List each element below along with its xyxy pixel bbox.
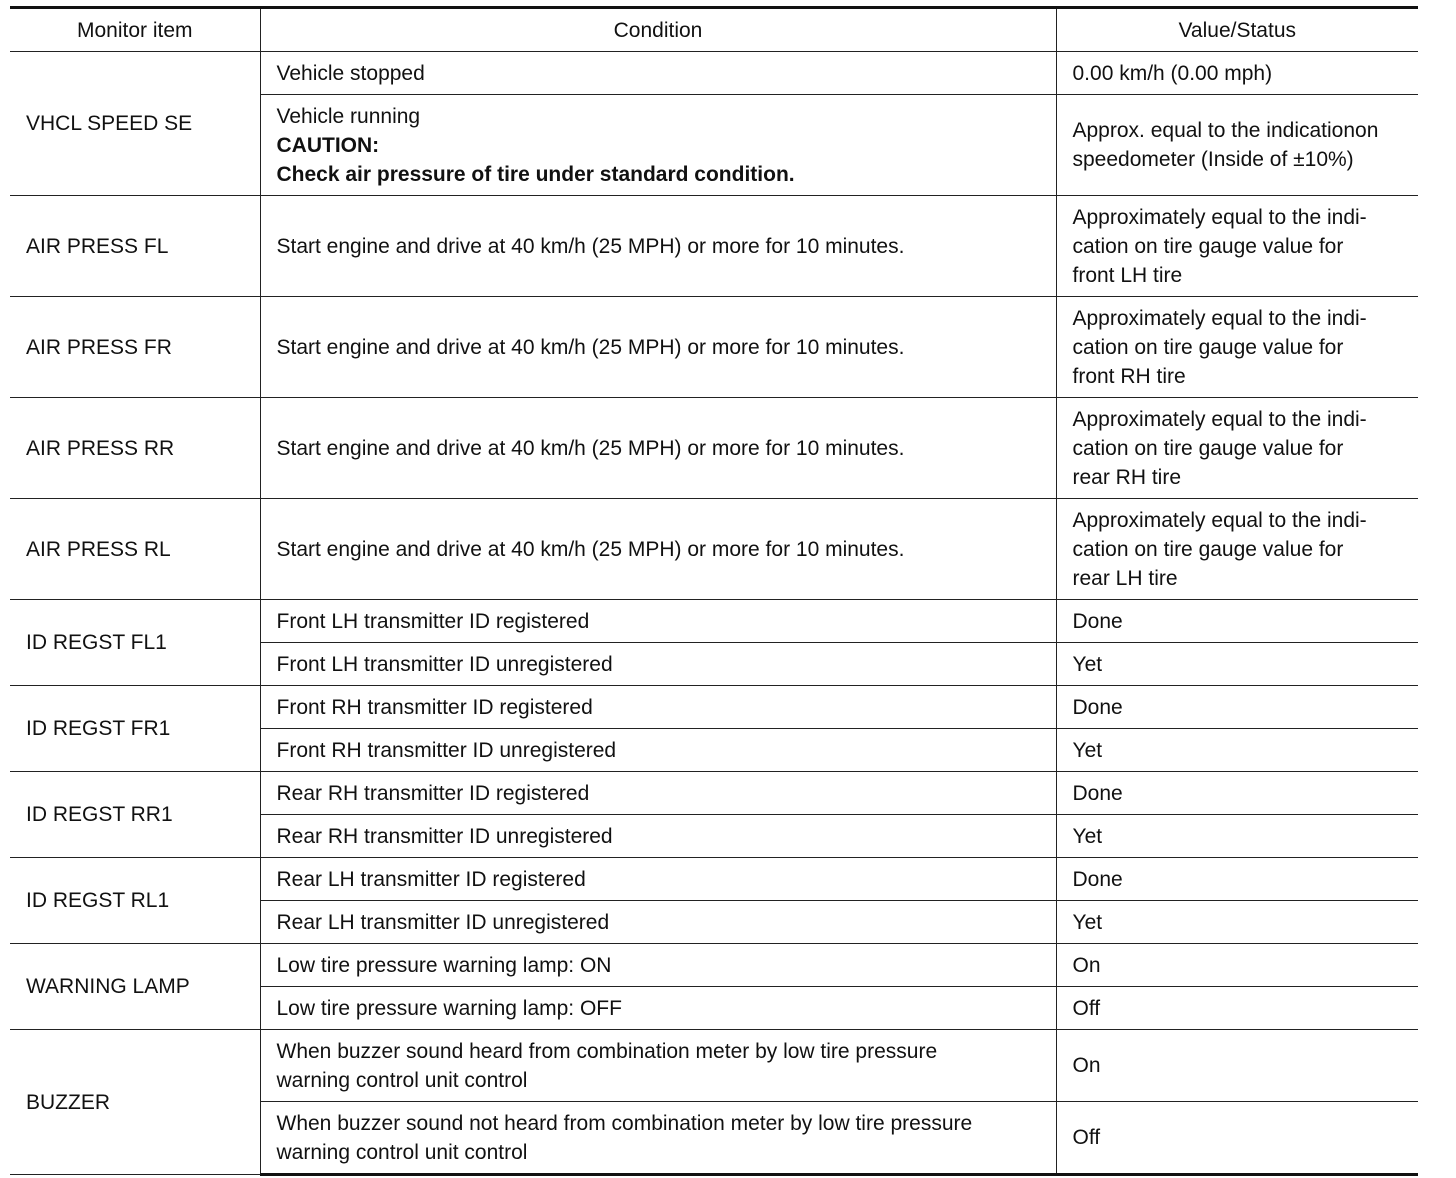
value-line: front RH tire	[1072, 364, 1186, 388]
value-line: Approximately equal to the indi-	[1072, 205, 1367, 229]
value-cell: Yet	[1056, 815, 1418, 858]
table-row	[10, 499, 1418, 600]
value-line: rear RH tire	[1072, 465, 1182, 489]
table-row	[10, 944, 1418, 987]
value-cell: On	[1056, 1030, 1418, 1102]
value-cell: Off	[1056, 1102, 1418, 1175]
value-line: cation on tire gauge value for	[1072, 537, 1344, 561]
condition-cell: Rear RH transmitter ID unregistered	[260, 815, 1056, 858]
value-cell: Done	[1056, 686, 1418, 729]
condition-line: When buzzer sound heard from combination meter by low tire pressure	[276, 1039, 938, 1063]
table-row	[10, 1030, 1418, 1102]
value-cell: Yet	[1056, 643, 1418, 686]
table-row	[10, 686, 1418, 729]
monitor-item-air-press-rr: AIR PRESS RR	[10, 398, 260, 499]
monitor-item-id-regst-rr1: ID REGST RR1	[10, 772, 260, 858]
monitor-item-id-regst-fl1: ID REGST FL1	[10, 600, 260, 686]
condition-cell: Rear RH transmitter ID registered	[260, 772, 1056, 815]
condition-cell: Rear LH transmitter ID unregistered	[260, 901, 1056, 944]
value-line: front LH tire	[1072, 263, 1183, 287]
table-row	[10, 600, 1418, 643]
header-row	[10, 8, 1418, 52]
value-cell: On	[1056, 944, 1418, 987]
condition-cell: Low tire pressure warning lamp: OFF	[260, 987, 1056, 1030]
monitor-item-air-press-fr: AIR PRESS FR	[10, 297, 260, 398]
condition-cell: Front LH transmitter ID unregistered	[260, 643, 1056, 686]
value-cell: Done	[1056, 858, 1418, 901]
monitor-item-id-regst-rl1: ID REGST RL1	[10, 858, 260, 944]
value-line: speedometer (Inside of ±10%)	[1072, 148, 1354, 171]
table-row	[10, 196, 1418, 297]
value-cell: Done	[1056, 600, 1418, 643]
condition-cell: Start engine and drive at 40 km/h (25 MPH) or more for 10 minutes.	[260, 297, 1056, 398]
header-monitor-item: Monitor item	[10, 8, 260, 52]
value-cell	[1056, 398, 1418, 499]
monitor-item-vhcl-speed: VHCL SPEED SE	[10, 52, 260, 196]
condition-text: Vehicle running	[276, 104, 421, 128]
monitor-item-warning-lamp: WARNING LAMP	[10, 944, 260, 1030]
value-cell: Yet	[1056, 729, 1418, 772]
table-row	[10, 297, 1418, 398]
monitor-item-air-press-fl: AIR PRESS FL	[10, 196, 260, 297]
monitor-item-table	[10, 6, 1418, 1176]
value-cell: Off	[1056, 987, 1418, 1030]
value-cell	[1056, 499, 1418, 600]
table-row	[10, 858, 1418, 901]
condition-cell	[260, 1030, 1056, 1102]
monitor-item-buzzer: BUZZER	[10, 1030, 260, 1175]
condition-cell: Rear LH transmitter ID registered	[260, 858, 1056, 901]
value-line: Approximately equal to the indi-	[1072, 306, 1367, 330]
condition-cell: Front RH transmitter ID registered	[260, 686, 1056, 729]
value-cell	[1056, 297, 1418, 398]
value-line: cation on tire gauge value for	[1072, 436, 1344, 460]
monitor-item-id-regst-fr1: ID REGST FR1	[10, 686, 260, 772]
monitor-item-air-press-rl: AIR PRESS RL	[10, 499, 260, 600]
condition-line: When buzzer sound not heard from combination meter by low tire pressure	[276, 1111, 973, 1135]
value-line: cation on tire gauge value for	[1072, 335, 1344, 359]
table-row	[10, 398, 1418, 499]
value-line: cation on tire gauge value for	[1072, 234, 1344, 258]
table-row	[10, 52, 1418, 95]
condition-cell	[260, 95, 1056, 196]
condition-cell: Low tire pressure warning lamp: ON	[260, 944, 1056, 987]
caution-text: Check air pressure of tire under standard condition.	[276, 162, 795, 186]
value-cell: 0.00 km/h (0.00 mph)	[1056, 52, 1418, 95]
caution-title: CAUTION:	[276, 133, 380, 157]
table-row	[10, 772, 1418, 815]
condition-line: warning control unit control	[276, 1140, 528, 1164]
value-line: Approx. equal to the indicationon	[1072, 119, 1379, 142]
value-line: rear LH tire	[1072, 566, 1178, 590]
condition-cell: Vehicle stopped	[260, 52, 1056, 95]
value-cell	[1056, 196, 1418, 297]
condition-cell: Start engine and drive at 40 km/h (25 MPH) or more for 10 minutes.	[260, 196, 1056, 297]
value-cell: Yet	[1056, 901, 1418, 944]
value-cell	[1056, 95, 1418, 196]
condition-cell: Front LH transmitter ID registered	[260, 600, 1056, 643]
condition-cell	[260, 1102, 1056, 1175]
condition-cell: Start engine and drive at 40 km/h (25 MPH) or more for 10 minutes.	[260, 398, 1056, 499]
condition-line: warning control unit control	[276, 1068, 528, 1092]
value-cell: Done	[1056, 772, 1418, 815]
condition-cell: Start engine and drive at 40 km/h (25 MPH) or more for 10 minutes.	[260, 499, 1056, 600]
value-line: Approximately equal to the indi-	[1072, 508, 1367, 532]
condition-cell: Front RH transmitter ID unregistered	[260, 729, 1056, 772]
header-value-status: Value/Status	[1056, 8, 1418, 52]
header-condition: Condition	[260, 8, 1056, 52]
value-line: Approximately equal to the indi-	[1072, 407, 1367, 431]
